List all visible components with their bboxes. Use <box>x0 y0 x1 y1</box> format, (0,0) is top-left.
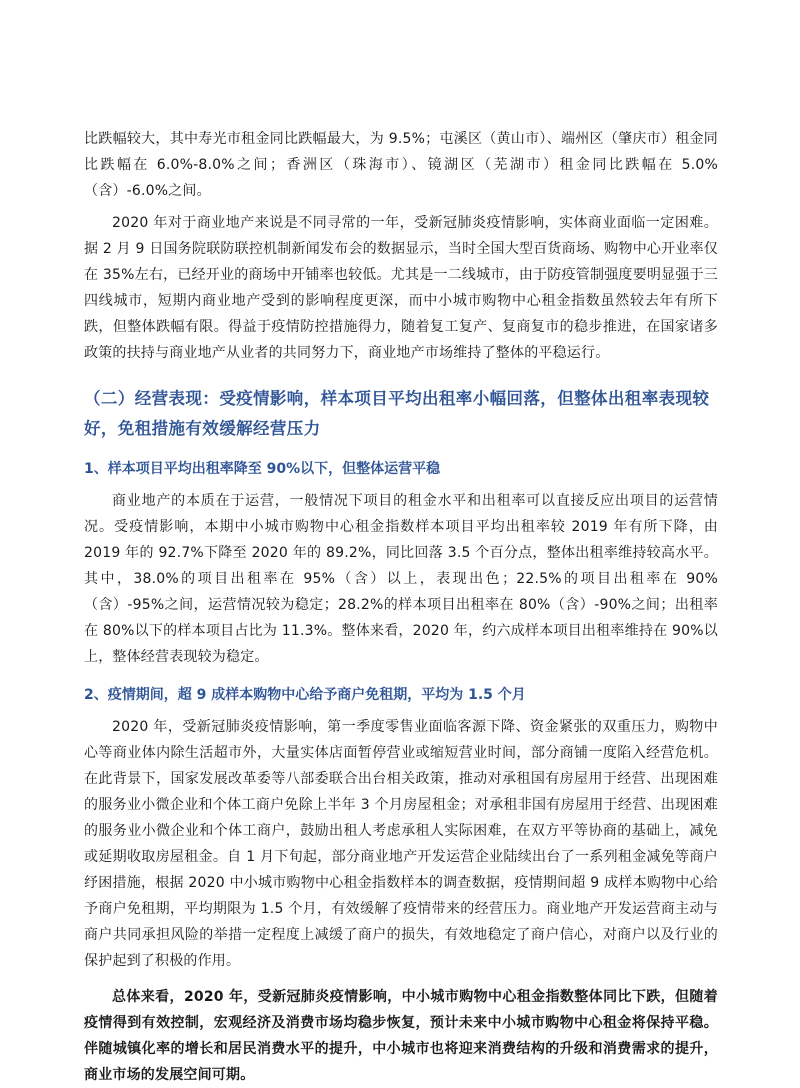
paragraph-2020-overview: 2020 年对于商业地产来说是不同寻常的一年，受新冠肺炎疫情影响，实体商业面临一定困难。据 2 月 9 日国务院联防联控机制新闻发布会的数据显示，当时全国大型百货商场、购物中心开业率仅在 35%左右，已经开业的商场中开铺率也较低。尤其是一二线城市，由于防疫管制强度要明显强于三四线城市，短期内商业地产受到的影响程度更深，而中小城市购物中心租金指数虽然较去年有所下跌，但整体跌幅有限。得益于疫情防控措施得力，随着复工复产、复商复市的稳步推进，在国家诸多政策的扶持与商业地产从业者的共同努力下，商业地产市场维持了整体的平稳运行。 <box>84 215 718 361</box>
summary-paragraph: 总体来看，2020 年，受新冠肺炎疫情影响，中小城市购物中心租金指数整体同比下跌，但随着疫情得到有效控制，宏观经济及消费市场均稳步恢复，预计未来中小城市购物中心租金将保持平稳。伴随城镇化率的增长和居民消费水平的提升，中小城市也将迎来消费结构的升级和消费需求的提升，商业市场的发展空间可期。 <box>84 989 718 1083</box>
document-page <box>84 126 718 1088</box>
paragraph-rent-free: 2020 年，受新冠肺炎疫情影响，第一季度零售业面临客源下降、资金紧张的双重压力，购物中心等商业体内除生活超市外，大量实体店面暂停营业或缩短营业时间，部分商铺一度陷入经营危机。在此背景下，国家发展改革委等八部委联合出台相关政策，推动对承租国有房屋用于经营、出现困难的服务业小微企业和个体工商户免除上半年 3 个月房屋租金；对承租非国有房屋用于经营、出现困难的服务业小微企业和个体工商户，鼓励出租人考虑承租人实际困难，在双方平等协商的基础上，减免或延期收取房屋租金。自 1 月下旬起，部分商业地产开发运营企业陆续出台了一系列租金减免等商户纾困措施，根据 2020 中小城市购物中心租金指数样本的调查数据，疫情期间超 9 成样本购物中心给予商户免租期，平均期限为 1.5 个月，有效缓解了疫情带来的经营压力。商业地产开发运营商主动与商户共同承担风险的举措一定程度上减缓了商户的损失，有效地稳定了商户信心，对商户以及行业的保护起到了积极的作用。 <box>84 719 718 969</box>
paragraph-continued: 比跌幅较大，其中寿光市租金同比跌幅最大，为 9.5%；屯溪区（黄山市）、端州区（肇庆市）租金同比跌幅在 6.0%-8.0%之间；香洲区（珠海市）、镜湖区（芜湖市）租金同比跌幅在 5.0%（含）-6.0%之间。 <box>84 131 718 199</box>
section-heading-operating-performance: （二）经营表现：受疫情影响，样本项目平均出租率小幅回落，但整体出租率表现较好，免租措施有效缓解经营压力 <box>84 389 710 438</box>
subsection-heading-occupancy: 1、样本项目平均出租率降至 90%以下，但整体运营平稳 <box>84 461 441 477</box>
subsection-heading-rent-free: 2、疫情期间，超 9 成样本购物中心给予商户免租期，平均为 1.5 个月 <box>84 687 526 703</box>
paragraph-occupancy: 商业地产的本质在于运营，一般情况下项目的租金水平和出租率可以直接反应出项目的运营情况。受疫情影响，本期中小城市购物中心租金指数样本项目平均出租率较 2019 年有所下降，由 2019 年的 92.7%下降至 2020 年的 89.2%，同比回落 3.5 个百分点，整体出租率维持较高水平。其中，38.0%的项目出租率在 95%（含）以上，表现出色；22.5%的项目出租率在 90%（含）-95%之间，运营情况较为稳定；28.2%的样本项目出租率在 80%（含）-90%之间；出租率在 80%以下的样本项目占比为 11.3%。整体来看，2020 年，约六成样本项目出租率维持在 90%以上，整体经营表现较为稳定。 <box>84 493 718 665</box>
